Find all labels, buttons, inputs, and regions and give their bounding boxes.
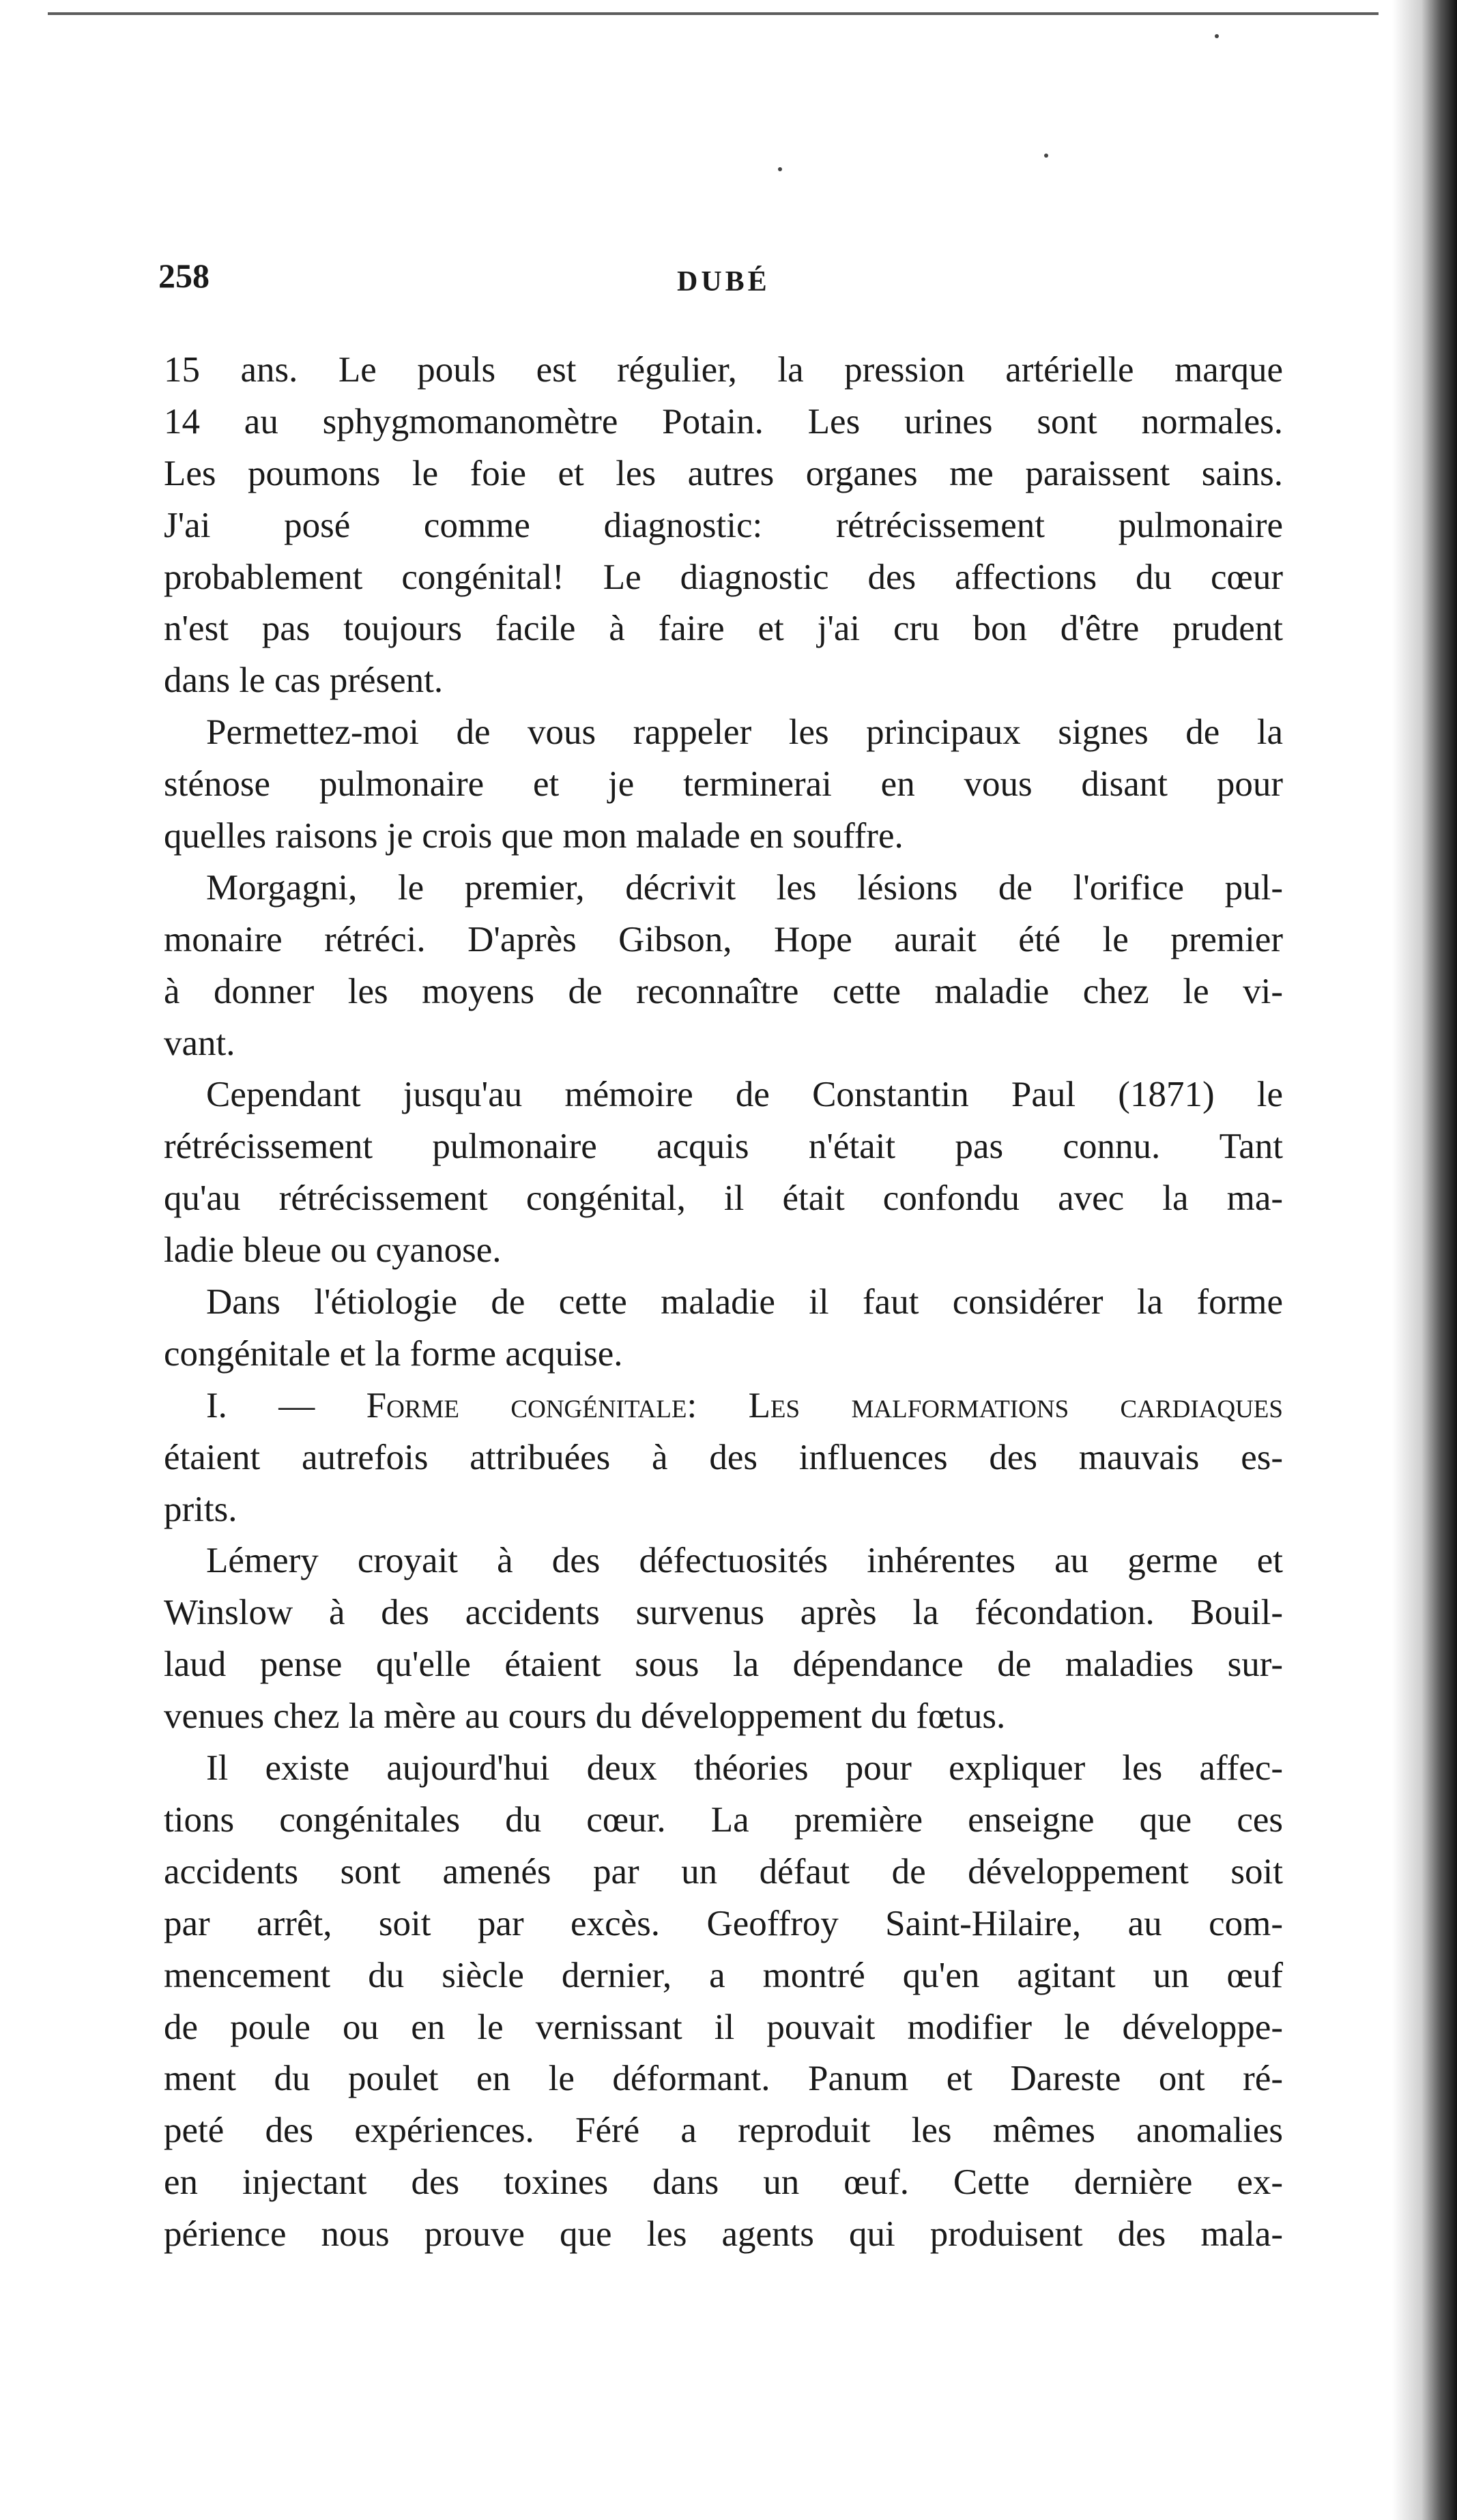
- text-line: prits.: [164, 1489, 237, 1529]
- text-line: vant.: [164, 1023, 235, 1063]
- text-line: congénitale et la forme acquise.: [164, 1333, 623, 1374]
- text-line: accidents sont amenés par un défaut de développement soit: [164, 1851, 1283, 1892]
- binding-shadow: [1392, 0, 1457, 2520]
- scan-speck: [1044, 154, 1048, 158]
- section-heading-line: I. — Forme congénitale: Les malformations cardiaques: [206, 1385, 1283, 1425]
- scan-speck: [1215, 34, 1219, 38]
- text-line: 15 ans. Le pouls est régulier, la pression artérielle marque: [164, 350, 1283, 390]
- text-line: n'est pas toujours facile à faire et j'ai cru bon d'être prudent: [164, 609, 1283, 649]
- text-line: périence nous prouve que les agents qui produisent des mala-: [164, 2214, 1283, 2255]
- text-line: rétrécissement pulmonaire acquis n'était pas connu. Tant: [164, 1127, 1283, 1167]
- text-line: quelles raisons je crois que mon malade en souffre.: [164, 816, 904, 856]
- text-line: Permettez-moi de vous rappeler les principaux signes de la: [206, 712, 1283, 753]
- text-line: venues chez la mère au cours du développement du fœtus.: [164, 1696, 1006, 1737]
- text-line: ladie bleue ou cyanose.: [164, 1230, 502, 1271]
- text-line: Winslow à des accidents survenus après la fécondation. Bouil-: [164, 1593, 1283, 1633]
- text-line: dans le cas présent.: [164, 661, 444, 701]
- text-line: Les poumons le foie et les autres organes me paraissent sains.: [164, 453, 1283, 493]
- text-line: peté des expériences. Féré a reproduit les mêmes anomalies: [164, 2111, 1283, 2151]
- top-rule: [48, 12, 1379, 15]
- text-line: Cependant jusqu'au mémoire de Constantin Paul (1871) le: [206, 1075, 1283, 1115]
- text-line: sténose pulmonaire et je terminerai en vous disant pour: [164, 764, 1283, 805]
- text-line: J'ai posé comme diagnostic: rétrécissement pulmonaire: [164, 505, 1283, 545]
- text-line: ment du poulet en le déformant. Panum et Dareste ont ré-: [164, 2059, 1283, 2099]
- text-line: monaire rétréci. D'après Gibson, Hope aurait été le premier: [164, 919, 1283, 959]
- text-line: en injectant des toxines dans un œuf. Cette dernière ex-: [164, 2162, 1283, 2203]
- text-line: 14 au sphygmomanomètre Potain. Les urines sont normales.: [164, 401, 1283, 441]
- page-header: [158, 256, 1298, 304]
- text-line: Lémery croyait à des défectuosités inhérentes au germe et: [206, 1541, 1283, 1581]
- text-line: de poule ou en le vernissant il pouvait modifier le développe-: [164, 2007, 1283, 2047]
- running-head: DUBÉ: [677, 266, 770, 298]
- text-line: probablement congénital! Le diagnostic des affections du cœur: [164, 557, 1283, 597]
- text-line: mencement du siècle dernier, a montré qu'en agitant un œuf: [164, 1955, 1283, 1995]
- text-line: à donner les moyens de reconnaître cette maladie chez le vi-: [164, 971, 1283, 1011]
- body-text: [164, 345, 1283, 2261]
- text-line: Il existe aujourd'hui deux théories pour expliquer les affec-: [206, 1748, 1283, 1788]
- scan-speck: [778, 167, 782, 171]
- text-line: tions congénitales du cœur. La première enseigne que ces: [164, 1799, 1283, 1840]
- text-line: qu'au rétrécissement congénital, il était confondu avec la ma-: [164, 1178, 1283, 1219]
- text-line: par arrêt, soit par excès. Geoffroy Saint-Hilaire, au com-: [164, 1903, 1283, 1943]
- text-line: Dans l'étiologie de cette maladie il faut considérer la forme: [206, 1282, 1283, 1322]
- text-line: laud pense qu'elle étaient sous la dépendance de maladies sur-: [164, 1645, 1283, 1685]
- text-line: Morgagni, le premier, décrivit les lésions de l'orifice pul-: [206, 867, 1283, 908]
- text-line: étaient autrefois attribuées à des influences des mauvais es-: [164, 1437, 1283, 1477]
- page-number: 258: [158, 257, 210, 295]
